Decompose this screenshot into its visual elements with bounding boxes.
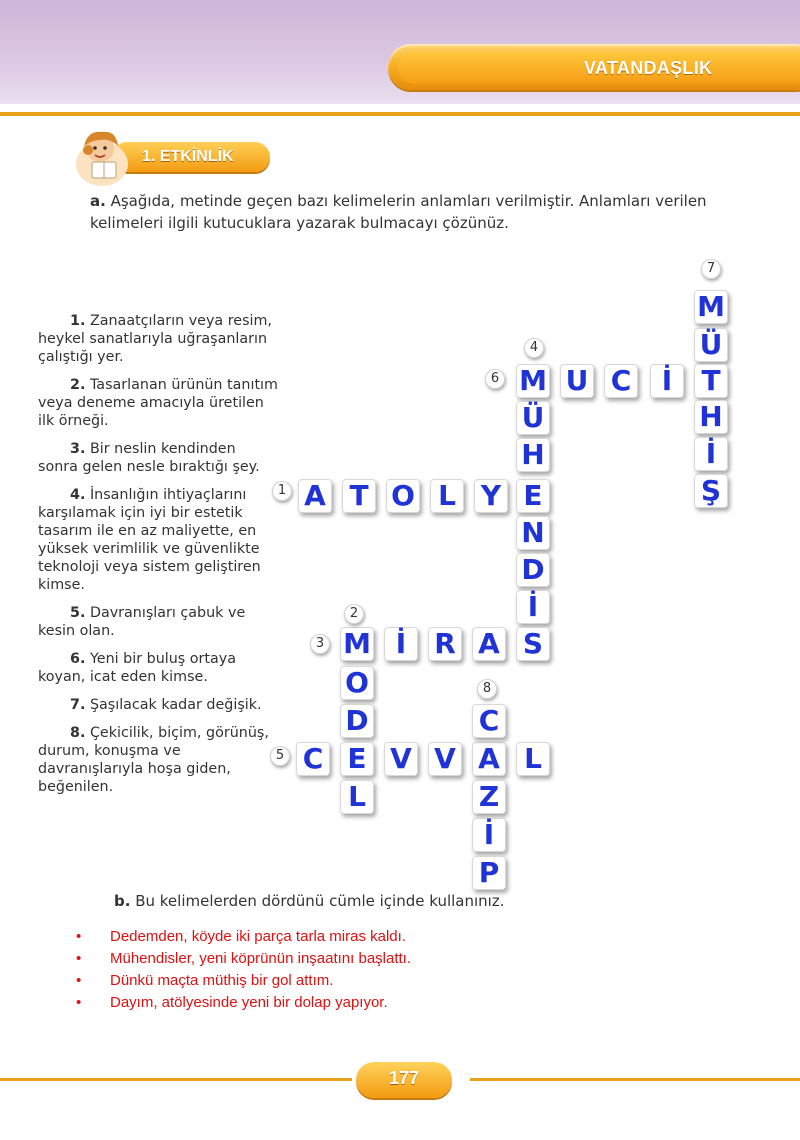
clue-number-badge: 1 — [272, 481, 292, 501]
intro-paragraph — [90, 190, 730, 234]
clue-text: Yeni bir buluş ortaya koyan, icat eden kimse. — [38, 651, 236, 685]
clue-number: 8. — [70, 725, 86, 741]
crossword-tile: C — [472, 704, 506, 738]
crossword-tile: H — [516, 438, 550, 472]
answer-text: Mühendisler, yeni köprünün inşaatını başlattı. — [110, 950, 412, 967]
clue-5 — [38, 604, 278, 640]
header-rule — [0, 112, 800, 116]
clue-2 — [38, 376, 278, 430]
answer-text: Dayım, atölyesinde yeni bir dolap yapıyor. — [110, 994, 388, 1011]
clue-number: 5. — [70, 605, 86, 621]
answer-item — [76, 992, 411, 1014]
crossword-tile: Ü — [516, 401, 550, 435]
clue-6 — [38, 650, 278, 686]
clue-text: Tasarlanan ürünün tanıtım veya deneme amacıyla üretilen ilk örneği. — [38, 377, 278, 429]
crossword-tile: İ — [650, 364, 684, 398]
intro-label: a. — [90, 192, 106, 210]
clue-number: 6. — [70, 651, 86, 667]
crossword-tile: A — [472, 627, 506, 661]
bullet: • — [76, 928, 82, 945]
crossword-tile: Ş — [694, 474, 728, 508]
crossword-tile: C — [604, 364, 638, 398]
answer-text: Dünkü maçta müthiş bir gol attım. — [110, 972, 334, 989]
clue-text: Zanaatçıların veya resim, heykel sanatlarıyla uğraşanların çalıştığı yer. — [38, 313, 272, 365]
clue-number-badge: 3 — [310, 634, 330, 654]
activity-title: 1. ETKİNLİK — [142, 148, 234, 165]
crossword-tile: M — [340, 627, 374, 661]
crossword-tile: M — [516, 364, 550, 398]
crossword-tile: H — [694, 400, 728, 434]
clue-text: Çekicilik, biçim, görünüş, durum, konuşma ve davranışlarıyla hoşa giden, beğenilen. — [38, 725, 269, 795]
crossword-tile: A — [472, 742, 506, 776]
crossword-tile: İ — [694, 437, 728, 471]
clue-number-badge: 2 — [344, 604, 364, 624]
crossword-tile: V — [428, 742, 462, 776]
crossword-tile: U — [560, 364, 594, 398]
part-b-label: b. — [114, 892, 131, 910]
crossword-tile: A — [298, 479, 332, 513]
footer-rule-left — [0, 1078, 352, 1081]
clue-number: 2. — [70, 377, 86, 393]
crossword-tile: V — [384, 742, 418, 776]
crossword-tile: Z — [472, 780, 506, 814]
clue-number-badge: 6 — [485, 369, 505, 389]
crossword-tile: İ — [516, 590, 550, 624]
crossword-tile: P — [472, 856, 506, 890]
bullet: • — [76, 950, 82, 967]
crossword-tile: N — [516, 516, 550, 550]
crossword-tile: D — [340, 704, 374, 738]
crossword-tile: İ — [472, 818, 506, 852]
crossword-tile: S — [516, 627, 550, 661]
crossword-tile: M — [694, 290, 728, 324]
page-number: 177 — [388, 1068, 420, 1088]
clue-1 — [38, 312, 278, 366]
clue-text: Davranışları çabuk ve kesin olan. — [38, 605, 246, 639]
clue-number: 7. — [70, 697, 86, 713]
answer-item — [76, 948, 411, 970]
crossword-tile: L — [430, 479, 464, 513]
crossword-tile: E — [340, 742, 374, 776]
crossword-tile: Ü — [694, 328, 728, 362]
clue-number: 1. — [70, 313, 86, 329]
crossword-tile: T — [694, 364, 728, 398]
clue-text: Bir neslin kendinden sonra gelen nesle bıraktığı şey. — [38, 441, 260, 475]
bullet: • — [76, 994, 82, 1011]
clue-number-badge: 5 — [270, 746, 290, 766]
answer-list — [76, 926, 411, 1014]
crossword-tile: C — [296, 742, 330, 776]
crossword-tile: L — [516, 742, 550, 776]
bullet: • — [76, 972, 82, 989]
crossword-tile: O — [340, 666, 374, 700]
clue-number: 3. — [70, 441, 86, 457]
child-reading-icon — [70, 124, 134, 188]
section-title: VATANDAŞLIK — [584, 58, 713, 78]
clue-number-badge: 7 — [701, 259, 721, 279]
clue-7 — [38, 696, 278, 714]
clue-list — [38, 312, 278, 806]
crossword-tile: İ — [384, 627, 418, 661]
clue-4 — [38, 486, 278, 594]
crossword-tile: T — [342, 479, 376, 513]
intro-text: Aşağıda, metinde geçen bazı kelimelerin anlamları verilmiştir. Anlamları verilen kelimeleri ilgili kutucuklara yazarak bulmacayı çözünüz. — [90, 192, 707, 232]
crossword-tile: E — [516, 479, 550, 513]
clue-8 — [38, 724, 278, 796]
crossword-tile: L — [340, 780, 374, 814]
part-b-instruction — [114, 892, 504, 910]
footer-rule-right — [470, 1078, 800, 1081]
clue-text: Şaşılacak kadar değişik. — [89, 697, 262, 713]
crossword-tile: Y — [474, 479, 508, 513]
clue-number-badge: 8 — [477, 679, 497, 699]
crossword-tile: R — [428, 627, 462, 661]
clue-number-badge: 4 — [524, 338, 544, 358]
answer-item — [76, 926, 411, 948]
clue-3 — [38, 440, 278, 476]
answer-text: Dedemden, köyde iki parça tarla miras kaldı. — [110, 928, 406, 945]
crossword-tile: D — [516, 553, 550, 587]
answer-item — [76, 970, 411, 992]
part-b-text: Bu kelimelerden dördünü cümle içinde kullanınız. — [135, 892, 505, 910]
clue-number: 4. — [70, 487, 86, 503]
crossword-tile: O — [386, 479, 420, 513]
clue-text: İnsanlığın ihtiyaçlarını karşılamak için iyi bir estetik tasarım ile en az maliyette, en yüksek verimlilik ve güvenlikte teknoloji veya sistem geliştiren kimse. — [38, 487, 261, 593]
